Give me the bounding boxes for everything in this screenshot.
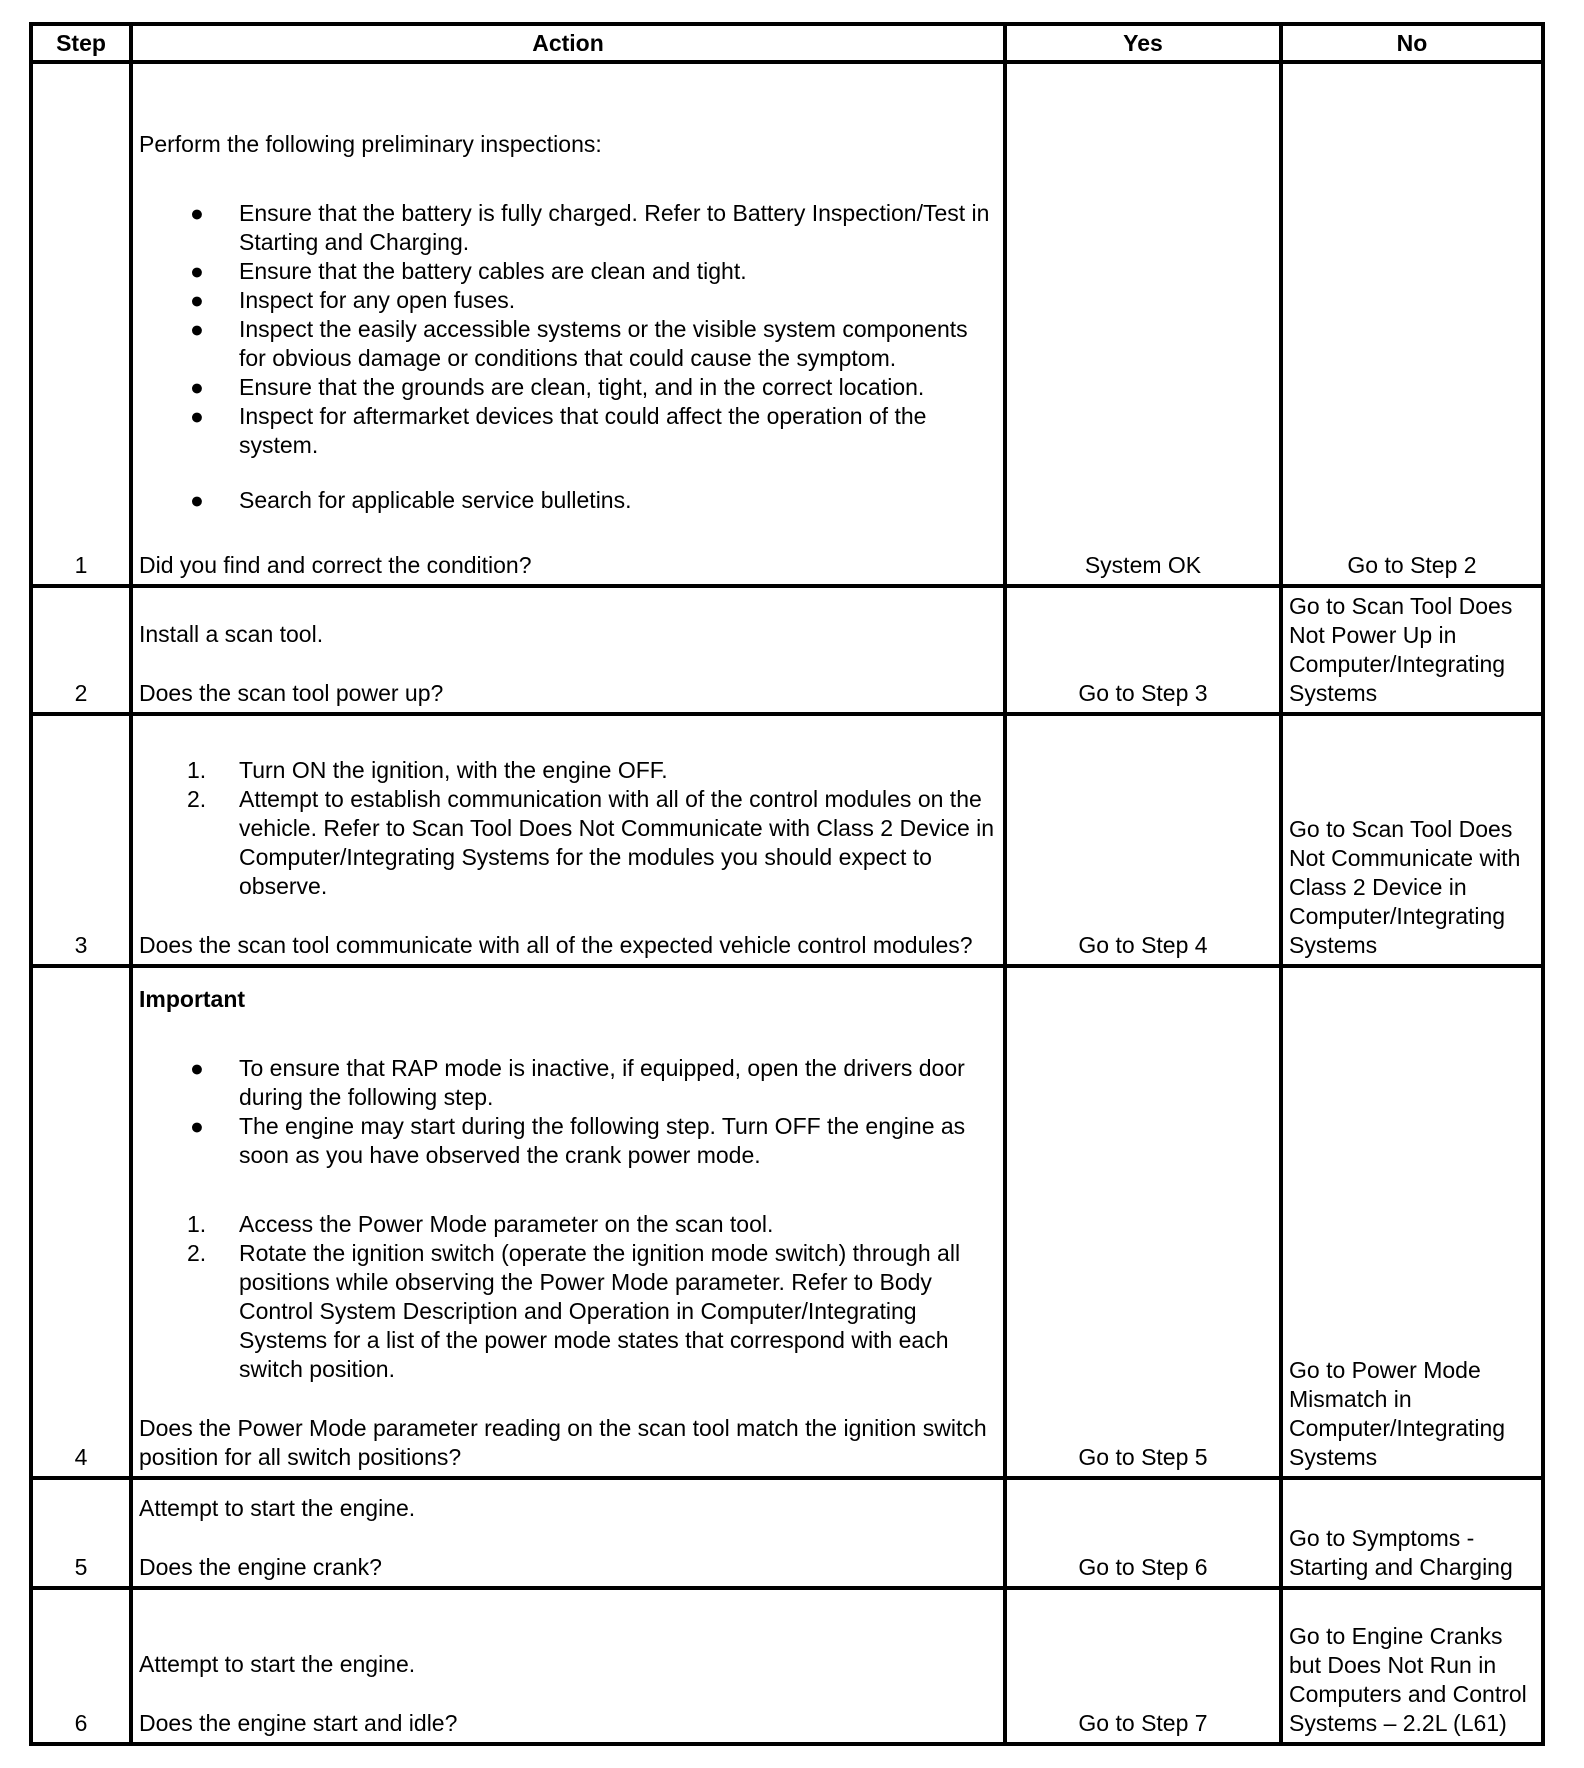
list-number: 2.: [187, 786, 207, 812]
list-number: 1.: [187, 757, 207, 783]
list-item: [139, 1112, 997, 1170]
list-item-text: Ensure that the battery cables are clean and tight.: [239, 258, 747, 284]
header-yes: Yes: [1005, 24, 1281, 62]
list-item: [139, 315, 997, 373]
list-item-text: Access the Power Mode parameter on the scan tool.: [239, 1211, 774, 1237]
action-question: Did you find and correct the condition?: [139, 552, 532, 578]
action-question: Does the scan tool communicate with all of the expected vehicle control modules?: [139, 932, 973, 958]
bullet-list: [139, 1054, 997, 1170]
action-question: Does the engine crank?: [139, 1554, 382, 1580]
header-action: Action: [131, 24, 1005, 62]
list-item-text: Search for applicable service bulletins.: [239, 487, 632, 513]
yes-cell: System OK: [1005, 62, 1281, 586]
action-question: Does the engine start and idle?: [139, 1710, 458, 1736]
list-item: [139, 756, 997, 785]
bullet-icon: ●: [190, 1055, 204, 1081]
step-number: 6: [31, 1588, 131, 1744]
bullet-icon: ●: [190, 403, 204, 429]
bullet-icon: ●: [190, 258, 204, 284]
list-item-text: Attempt to establish communication with all of the control modules on the vehicle. Refer to Scan Tool Does Not Communicate with Class 2 Device in Computer/Integrating Systems for the modules you should expect to observe.: [239, 786, 995, 899]
table-row: [31, 62, 1543, 586]
list-item-text: To ensure that RAP mode is inactive, if equipped, open the drivers door during the following step.: [239, 1055, 965, 1110]
list-item: [139, 286, 997, 315]
step-number: 4: [31, 966, 131, 1478]
list-item: [139, 785, 997, 901]
step-number: 1: [31, 62, 131, 586]
list-item-text: Ensure that the grounds are clean, tight, and in the correct location.: [239, 374, 925, 400]
action-cell: [131, 1478, 1005, 1588]
action-cell: [131, 62, 1005, 586]
numbered-list: [139, 1210, 997, 1384]
action-cell: [131, 586, 1005, 714]
bullet-icon: ●: [190, 487, 204, 513]
no-cell: Go to Step 2: [1281, 62, 1543, 586]
list-item-text: The engine may start during the following step. Turn OFF the engine as soon as you have observed the crank power mode.: [239, 1113, 966, 1168]
list-number: 1.: [187, 1211, 207, 1237]
bullet-icon: ●: [190, 374, 204, 400]
bullet-icon: ●: [190, 200, 204, 226]
table-row: [31, 1588, 1543, 1744]
list-number: 2.: [187, 1240, 207, 1266]
bullet-icon: ●: [190, 287, 204, 313]
table-row: [31, 586, 1543, 714]
header-step: Step: [31, 24, 131, 62]
bullet-list: [139, 199, 997, 515]
action-intro: Install a scan tool.: [139, 621, 324, 647]
header-row: [31, 24, 1543, 62]
step-number: 3: [31, 714, 131, 966]
yes-cell: Go to Step 3: [1005, 586, 1281, 714]
list-item-text: Rotate the ignition switch (operate the ignition mode switch) through all positions while observing the Power Mode parameter. Refer to Body Control System Description and Operation in Computer/Integrating Systems for a list of the power mode states that correspond with each switch position.: [239, 1240, 961, 1382]
list-item: [139, 1239, 997, 1384]
list-item-text: Inspect for any open fuses.: [239, 287, 516, 313]
action-intro: Attempt to start the engine.: [139, 1651, 416, 1677]
list-item: [139, 486, 997, 515]
action-intro: Perform the following preliminary inspections:: [139, 131, 602, 157]
list-item: [139, 1054, 997, 1112]
list-item-text: Ensure that the battery is fully charged. Refer to Battery Inspection/Test in Starting and Charging.: [239, 200, 990, 255]
step-number: 2: [31, 586, 131, 714]
bullet-icon: ●: [190, 1113, 204, 1139]
list-item: [139, 199, 997, 257]
table-row: [31, 966, 1543, 1478]
list-item: [139, 402, 997, 460]
table-row: [31, 714, 1543, 966]
header-no: No: [1281, 24, 1543, 62]
list-item: [139, 373, 997, 402]
action-intro: Attempt to start the engine.: [139, 1495, 416, 1521]
no-cell: Go to Scan Tool Does Not Communicate with Class 2 Device in Computer/Integrating Systems: [1281, 714, 1543, 966]
list-item-text: Inspect for aftermarket devices that could affect the operation of the system.: [239, 403, 927, 458]
no-cell: Go to Engine Cranks but Does Not Run in Computers and Control Systems – 2.2L (L61): [1281, 1588, 1543, 1744]
no-cell: Go to Symptoms - Starting and Charging: [1281, 1478, 1543, 1588]
no-cell: Go to Scan Tool Does Not Power Up in Computer/Integrating Systems: [1281, 586, 1543, 714]
action-cell: [131, 1588, 1005, 1744]
yes-cell: Go to Step 5: [1005, 966, 1281, 1478]
list-item-text: Inspect the easily accessible systems or the visible system components for obvious damage or conditions that could cause the symptom.: [239, 316, 968, 371]
list-item: [139, 1210, 997, 1239]
numbered-list: [139, 756, 997, 901]
no-cell: Go to Power Mode Mismatch in Computer/Integrating Systems: [1281, 966, 1543, 1478]
yes-cell: Go to Step 4: [1005, 714, 1281, 966]
step-number: 5: [31, 1478, 131, 1588]
yes-cell: Go to Step 7: [1005, 1588, 1281, 1744]
list-item: [139, 257, 997, 286]
action-question: Does the Power Mode parameter reading on the scan tool match the ignition switch position for all switch positions?: [139, 1415, 987, 1470]
action-cell: [131, 714, 1005, 966]
list-item-text: Turn ON the ignition, with the engine OFF.: [239, 757, 668, 783]
yes-cell: Go to Step 6: [1005, 1478, 1281, 1588]
diagnostic-table: [29, 22, 1545, 1746]
table-row: [31, 1478, 1543, 1588]
important-label: Important: [139, 986, 246, 1012]
action-question: Does the scan tool power up?: [139, 680, 444, 706]
bullet-icon: ●: [190, 316, 204, 342]
action-cell: [131, 966, 1005, 1478]
